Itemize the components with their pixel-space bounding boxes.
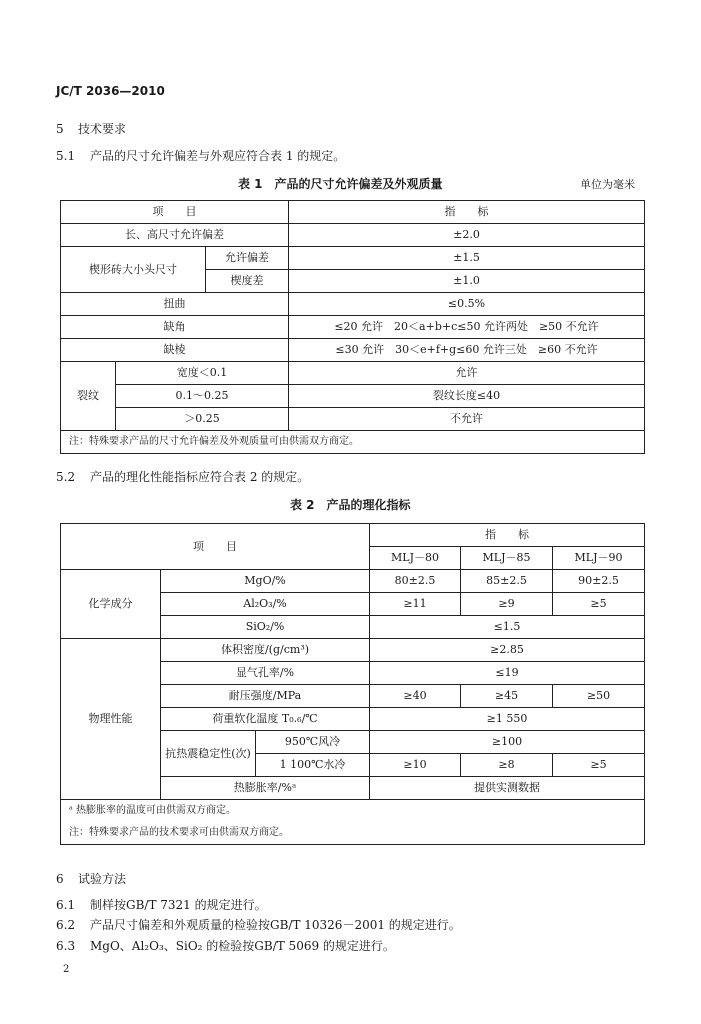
row-label: 长、高尺寸允许偏差 bbox=[61, 224, 289, 247]
cell-value: ≤1.5 bbox=[370, 616, 645, 639]
clause-6-3 bbox=[56, 937, 395, 954]
cell-value: 80±2.5 bbox=[370, 570, 461, 593]
group-label: 化学成分 bbox=[61, 570, 161, 639]
cell-value: 90±2.5 bbox=[553, 570, 645, 593]
clause-number: 6.1 bbox=[56, 898, 76, 912]
row-sublabel: 允许偏差 bbox=[206, 247, 289, 270]
table-note: 注：特殊要求产品的技术要求可由供需双方商定。 bbox=[61, 822, 645, 845]
row-sublabel: ＞0.25 bbox=[116, 408, 289, 431]
cell-value: ≥9 bbox=[461, 593, 553, 616]
header-cell: 项 目 bbox=[61, 524, 370, 570]
clause-number: 6.2 bbox=[56, 918, 76, 932]
row-label: Al₂O₃/% bbox=[161, 593, 370, 616]
row-label: MgO/% bbox=[161, 570, 370, 593]
row-sublabel: 950℃风冷 bbox=[256, 731, 370, 754]
row-sublabel: 宽度＜0.1 bbox=[116, 362, 289, 385]
clause-6-2 bbox=[56, 916, 461, 933]
header-cell: 项 目 bbox=[61, 201, 289, 224]
cell-value: 裂纹长度≤40 bbox=[289, 385, 645, 408]
table-2-caption: 表 2 产品的理化指标 bbox=[290, 498, 411, 512]
clause-text: 制样按GB/T 7321 的规定进行。 bbox=[90, 898, 267, 912]
table-1-caption: 表 1 产品的尺寸允许偏差及外观质量 bbox=[238, 177, 443, 191]
clause-5-1 bbox=[56, 147, 345, 164]
table-row bbox=[61, 431, 645, 454]
table-row bbox=[61, 570, 645, 593]
row-label: 体积密度/(g/cm³) bbox=[161, 639, 370, 662]
cell-value: ≥45 bbox=[461, 685, 553, 708]
cell-value: ±1.0 bbox=[289, 270, 645, 293]
row-label: 显气孔率/% bbox=[161, 662, 370, 685]
cell-value: ≥11 bbox=[370, 593, 461, 616]
row-sublabel: 1 100℃水冷 bbox=[256, 754, 370, 777]
cell-value: 不允许 bbox=[289, 408, 645, 431]
table-row bbox=[61, 639, 645, 662]
row-label: 扭曲 bbox=[61, 293, 289, 316]
row-sublabel: 0.1～0.25 bbox=[116, 385, 289, 408]
row-label: 荷重软化温度 T₀.₆/℃ bbox=[161, 708, 370, 731]
table-2 bbox=[60, 523, 645, 845]
clause-5-2 bbox=[56, 468, 309, 485]
header-cell: 指 标 bbox=[370, 524, 645, 547]
grade-header: MLJ－90 bbox=[553, 547, 645, 570]
table-1 bbox=[60, 200, 645, 454]
table-row bbox=[61, 316, 645, 339]
table-row bbox=[61, 524, 645, 547]
table-row bbox=[61, 339, 645, 362]
table-row bbox=[61, 822, 645, 845]
table-row bbox=[61, 362, 645, 385]
cell-value: ≥5 bbox=[553, 593, 645, 616]
row-label: 耐压强度/MPa bbox=[161, 685, 370, 708]
cell-value: 允许 bbox=[289, 362, 645, 385]
cell-value: ≥8 bbox=[461, 754, 553, 777]
section-number: 6 bbox=[56, 872, 64, 886]
cell-value: ≤19 bbox=[370, 662, 645, 685]
clause-text: 产品的尺寸允许偏差与外观应符合表 1 的规定。 bbox=[90, 149, 346, 163]
clause-number: 5.2 bbox=[56, 470, 76, 484]
cell-value: ≤0.5% bbox=[289, 293, 645, 316]
row-label: 裂纹 bbox=[61, 362, 116, 431]
clause-6-1 bbox=[56, 896, 267, 913]
table-1-unit: 单位为毫米 bbox=[580, 178, 635, 191]
cell-value: ≥2.85 bbox=[370, 639, 645, 662]
row-label: 缺棱 bbox=[61, 339, 289, 362]
clause-number: 5.1 bbox=[56, 149, 76, 163]
section-title: 技术要求 bbox=[78, 122, 127, 136]
page-number: 2 bbox=[63, 964, 70, 975]
table-row bbox=[61, 800, 645, 823]
cell-value: 提供实测数据 bbox=[370, 777, 645, 800]
cell-value: ≥100 bbox=[370, 731, 645, 754]
clause-text: MgO、Al₂O₃、SiO₂ 的检验按GB/T 5069 的规定进行。 bbox=[90, 939, 395, 953]
clause-text: 产品的理化性能指标应符合表 2 的规定。 bbox=[90, 470, 310, 484]
cell-value: ≥40 bbox=[370, 685, 461, 708]
table-note: 注：特殊要求产品的尺寸允许偏差及外观质量可由供需双方商定。 bbox=[61, 431, 645, 454]
group-label: 物理性能 bbox=[61, 639, 161, 800]
row-label: 缺角 bbox=[61, 316, 289, 339]
section-title: 试验方法 bbox=[78, 872, 127, 886]
table-row bbox=[61, 201, 645, 224]
section-5-heading bbox=[56, 120, 126, 137]
grade-header: MLJ－80 bbox=[370, 547, 461, 570]
clause-number: 6.3 bbox=[56, 939, 76, 953]
cell-value: ±2.0 bbox=[289, 224, 645, 247]
table-row bbox=[61, 293, 645, 316]
header-cell: 指 标 bbox=[289, 201, 645, 224]
standard-number: JC/T 2036—2010 bbox=[56, 84, 165, 98]
cell-value: ≤30 允许 30＜e+f+g≤60 允许三处 ≥60 不允许 bbox=[289, 339, 645, 362]
table-row bbox=[61, 385, 645, 408]
section-6-heading bbox=[56, 870, 126, 887]
row-label: SiO₂/% bbox=[161, 616, 370, 639]
cell-value: ≥1 550 bbox=[370, 708, 645, 731]
cell-value: 85±2.5 bbox=[461, 570, 553, 593]
table-row bbox=[61, 247, 645, 270]
clause-text: 产品尺寸偏差和外观质量的检验按GB/T 10326－2001 的规定进行。 bbox=[90, 918, 461, 932]
table-row bbox=[61, 408, 645, 431]
cell-value: ±1.5 bbox=[289, 247, 645, 270]
row-label: 抗热震稳定性(次) bbox=[161, 731, 256, 777]
cell-value: ≥5 bbox=[553, 754, 645, 777]
cell-value: ≤20 允许 20＜a+b+c≤50 允许两处 ≥50 不允许 bbox=[289, 316, 645, 339]
table-footnote: ᵃ 热膨胀率的温度可由供需双方商定。 bbox=[61, 800, 645, 823]
row-label: 楔形砖大小头尺寸 bbox=[61, 247, 206, 293]
row-sublabel: 楔度差 bbox=[206, 270, 289, 293]
table-row bbox=[61, 224, 645, 247]
cell-value: ≥10 bbox=[370, 754, 461, 777]
row-label: 热膨胀率/%ᵃ bbox=[161, 777, 370, 800]
grade-header: MLJ－85 bbox=[461, 547, 553, 570]
cell-value: ≥50 bbox=[553, 685, 645, 708]
section-number: 5 bbox=[56, 122, 64, 136]
